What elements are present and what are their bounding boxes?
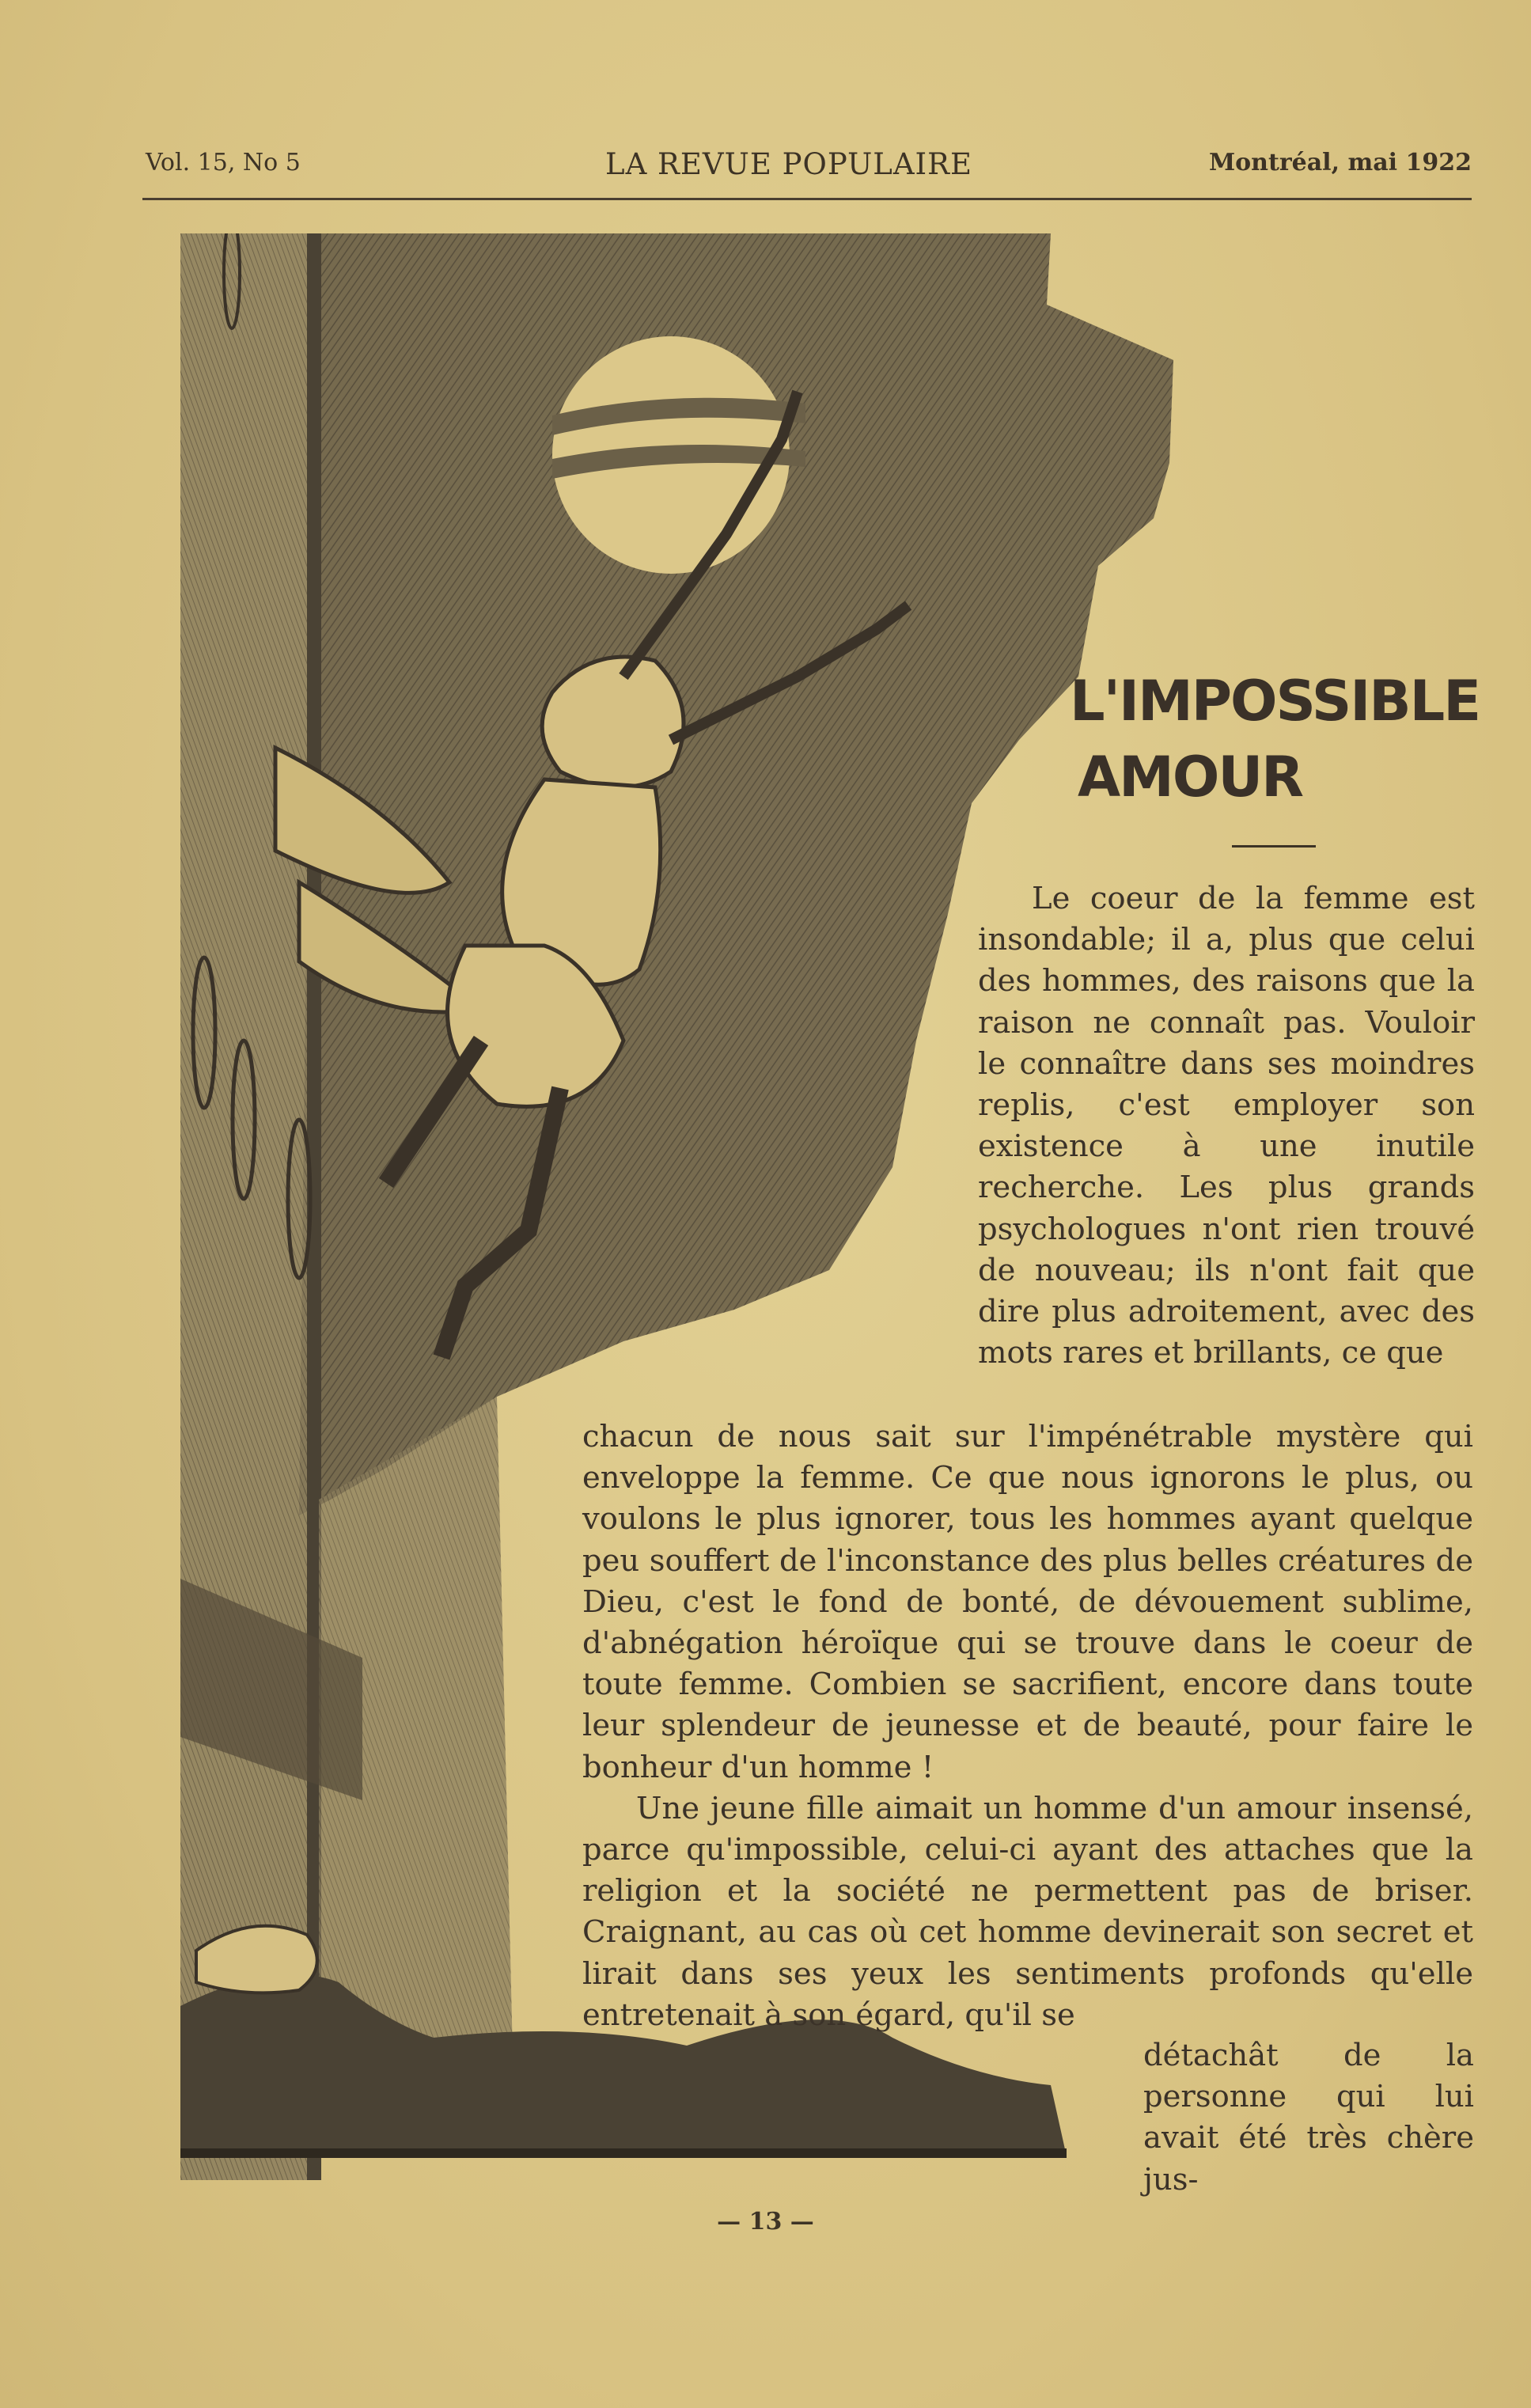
paragraph-2: Une jeune fille aimait un homme d'un amour insensé, parce qu'impossible, celui-ci ayant des attaches que la religion et la société ne permettent pas de briser. Craignant, au cas où cet homme devinerait son secret et lirait dans ses yeux les sentiments profonds qu'elle entretenait à son égard, qu'il se: [582, 1790, 1473, 2033]
volume-number: Vol. 15, No 5: [146, 149, 301, 176]
issue-date: Montréal, mai 1922: [1208, 149, 1472, 176]
left-panel: [180, 233, 319, 2180]
title-line-1: L'IMPOSSIBLE: [1070, 669, 1480, 734]
paragraph-1-continued: chacun de nous sait sur l'impénétrable mystère qui enveloppe la femme. Ce que nous ignorons le plus, ou voulons le plus ignorer, tous les hommes ayant quelque peu souffert de l'inconstance des plus belles créatures de Dieu, c'est le fond de bonté, de dévouement sublime, d'abnégation héroïque qui se trouve dans le coeur de toute femme. Combien se sacrifient, encore dans toute leur splendeur de jeunesse et de beauté, pour faire le bonheur d'un homme !: [582, 1419, 1473, 1785]
article-title: [1070, 663, 1513, 815]
header-rule: [142, 198, 1472, 200]
paragraph-1-start: Le coeur de la femme est insondable; il a, plus que celui des hommes, des raisons que la raison ne connaît pas. Vouloir le connaître dans ses moindres replis, c'est employer son existence à une inutile recherche. Les plus grands psychologues n'ont rien trouvé de nouveau; ils n'ont fait que dire plus adroitement, avec des mots rares et brillants, ce que: [978, 881, 1475, 1371]
column-wide: [582, 1416, 1473, 2036]
paragraph-2-continued: détachât de la personne qui lui avait été très chère jus-: [1143, 2038, 1474, 2198]
title-rule: [1232, 845, 1316, 848]
page-number: — 13 —: [717, 2208, 814, 2235]
running-header: [142, 149, 1472, 188]
magazine-title: LA REVUE POPULAIRE: [605, 147, 973, 181]
title-line-2: AMOUR: [1078, 745, 1303, 810]
column-bottom-right: [1143, 2035, 1474, 2201]
column-top-right: [978, 878, 1475, 1374]
